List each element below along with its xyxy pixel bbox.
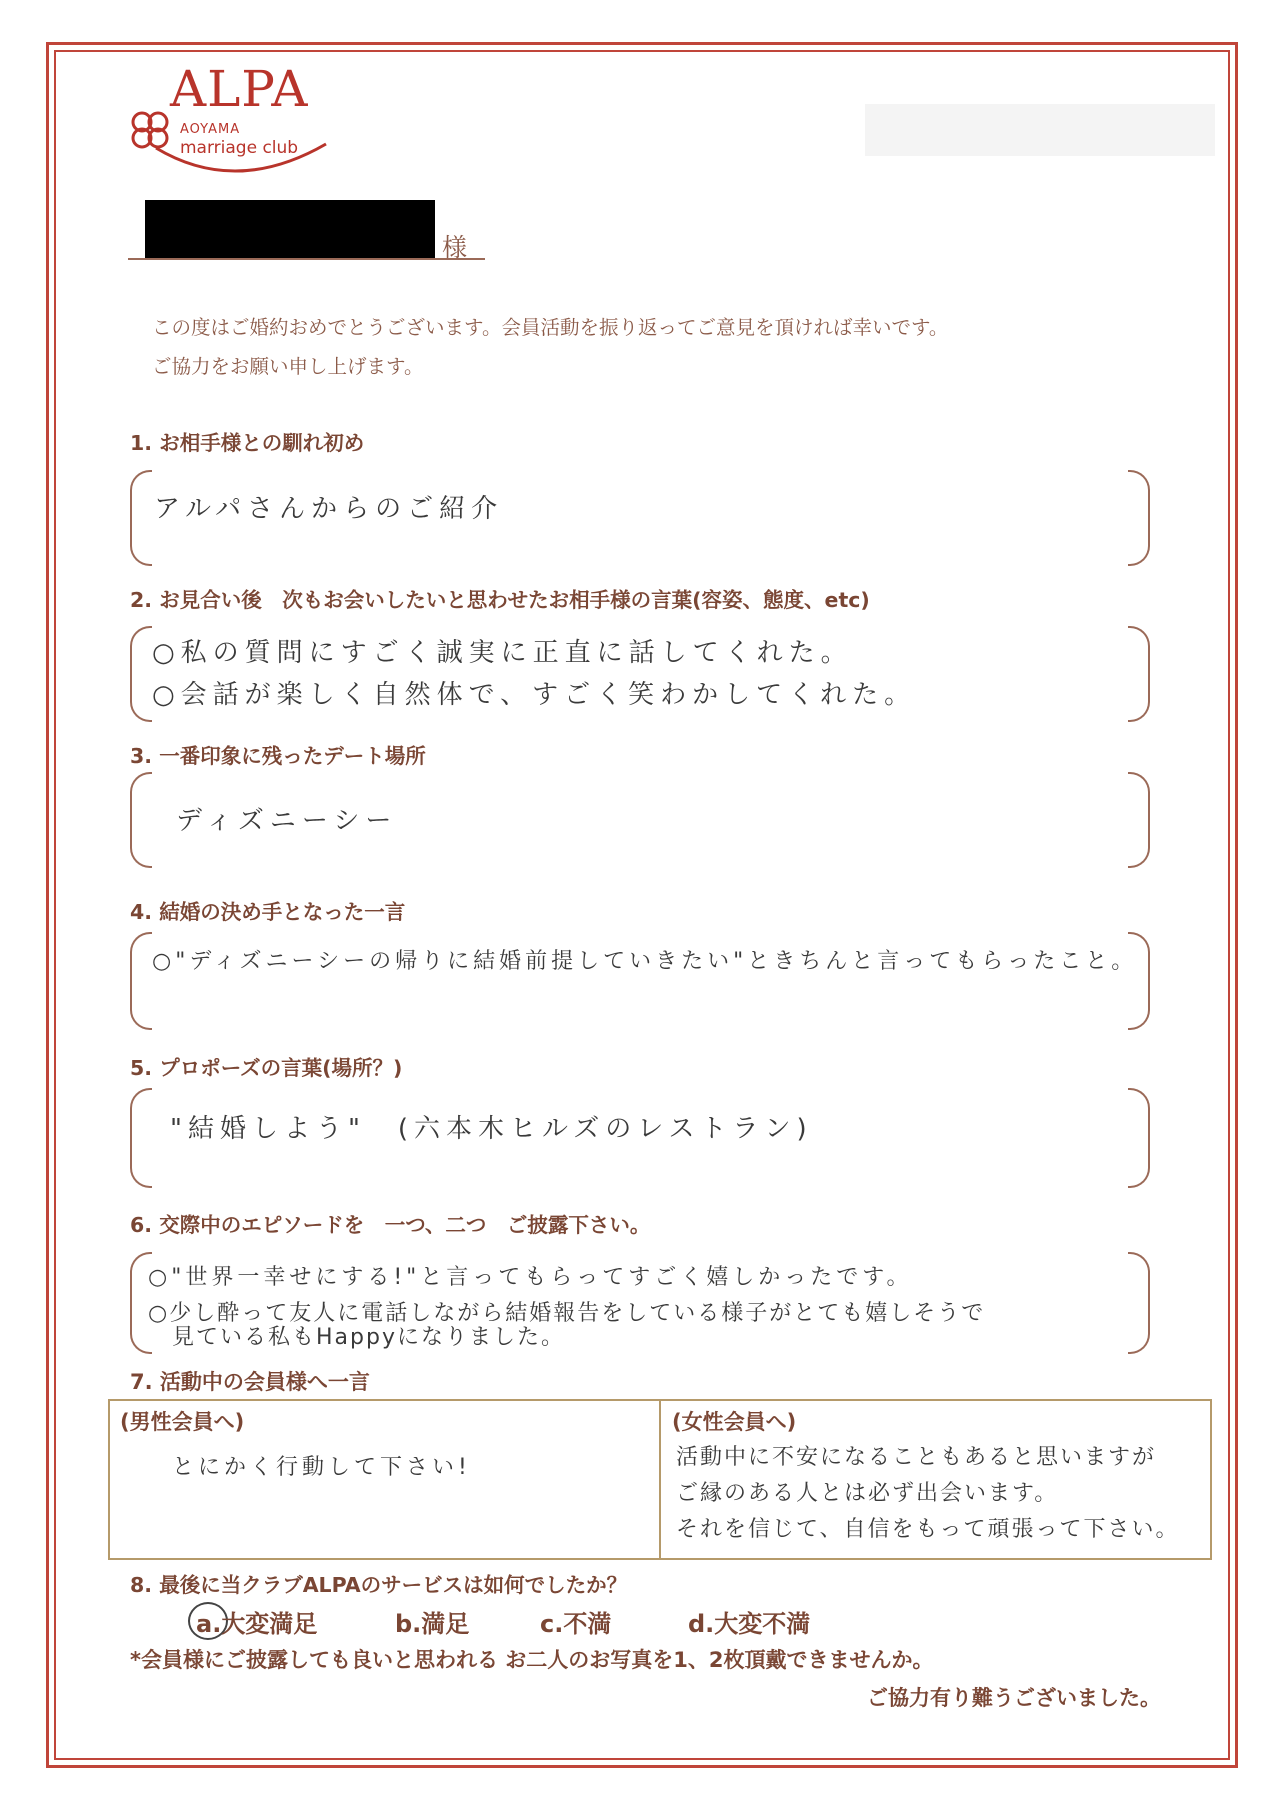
alpa-logo bbox=[126, 60, 326, 176]
answer-text: "結婚しよう" (六本木ヒルズのレストラン) bbox=[170, 1114, 813, 1144]
answer-box bbox=[130, 932, 1150, 1030]
option-c: c.不満 bbox=[540, 1610, 612, 1638]
intro-line: この度はご婚約おめでとうございます。会員活動を振り返ってご意見を頂ければ幸いです。 bbox=[152, 316, 949, 339]
question-label: 7. 活動中の会員様へ一言 bbox=[130, 1370, 370, 1394]
answer-text: ディズニーシー bbox=[176, 806, 398, 836]
answer-text: ○少し酔って友人に電話しながら結婚報告をしている様子がとても嬉しそうで bbox=[148, 1301, 986, 1326]
answer-text: ○会話が楽しく自然体で、すごく笑わかしてくれた。 bbox=[152, 680, 917, 710]
female-heading: (女性会員へ) bbox=[672, 1410, 797, 1434]
logo-name: ALPA bbox=[170, 60, 309, 118]
female-text: ご縁のある人とは必ず出会います。 bbox=[676, 1481, 1059, 1506]
question-label: 2. お見合い後 次もお会いしたいと思わせたお相手様の言葉(容姿、態度、etc) bbox=[130, 588, 870, 612]
logo-subtitle: AOYAMA bbox=[180, 122, 241, 137]
answer-text: ○"ディズニーシーの帰りに結婚前提していきたい"ときちんと言ってもらったこと。 bbox=[152, 949, 1138, 974]
answer-text: ○"世界一幸せにする!"と言ってもらってすごく嬉しかったです。 bbox=[148, 1265, 913, 1290]
answer-text: アルパさんからのご紹介 bbox=[154, 494, 504, 524]
intro-line: ご協力をお願い申し上げます。 bbox=[152, 355, 424, 378]
female-text: 活動中に不安になることもあると思いますが bbox=[676, 1445, 1157, 1470]
question-label: 8. 最後に当クラブALPAのサービスは如何でしたか？ bbox=[130, 1573, 628, 1597]
intro-text bbox=[152, 308, 948, 386]
question-label: 4. 結婚の決め手となった一言 bbox=[130, 900, 406, 924]
logo-subtitle: marriage club bbox=[180, 138, 299, 158]
photo-request-note: *会員様にご披露しても良いと思われる お二人のお写真を1、2枚頂戴できませんか。 bbox=[130, 1648, 934, 1672]
female-text: それを信じて、自信をもって頑張って下さい。 bbox=[676, 1517, 1180, 1542]
answer-box bbox=[130, 1088, 1150, 1188]
redacted-name bbox=[145, 200, 435, 260]
answer-box bbox=[130, 772, 1150, 868]
question-label: 6. 交際中のエピソードを 一つ、二つ ご披露下さい。 bbox=[130, 1213, 651, 1237]
name-underline bbox=[128, 258, 485, 260]
option-d: d.大変不満 bbox=[688, 1610, 811, 1638]
blank-area bbox=[865, 104, 1215, 156]
question-label: 5. プロポーズの言葉(場所？) bbox=[130, 1056, 403, 1080]
answer-text: 見ている私もHappyになりました。 bbox=[172, 1325, 565, 1350]
answer-box bbox=[130, 626, 1150, 722]
question-label: 3. 一番印象に残ったデート場所 bbox=[130, 744, 426, 768]
q7-divider bbox=[659, 1399, 661, 1560]
option-a: a.大変満足 bbox=[196, 1610, 318, 1638]
honorific: 様 bbox=[442, 233, 468, 262]
answer-text: ○私の質問にすごく誠実に正直に話してくれた。 bbox=[152, 638, 853, 668]
option-b: b.満足 bbox=[395, 1610, 470, 1638]
closing-thanks: ご協力有り難うございました。 bbox=[867, 1686, 1161, 1710]
answer-box bbox=[130, 1252, 1150, 1354]
answer-box bbox=[130, 470, 1150, 566]
question-label: 1. お相手様との馴れ初め bbox=[130, 431, 365, 455]
male-heading: (男性会員へ) bbox=[120, 1410, 245, 1434]
male-text: とにかく行動して下さい! bbox=[172, 1455, 471, 1480]
